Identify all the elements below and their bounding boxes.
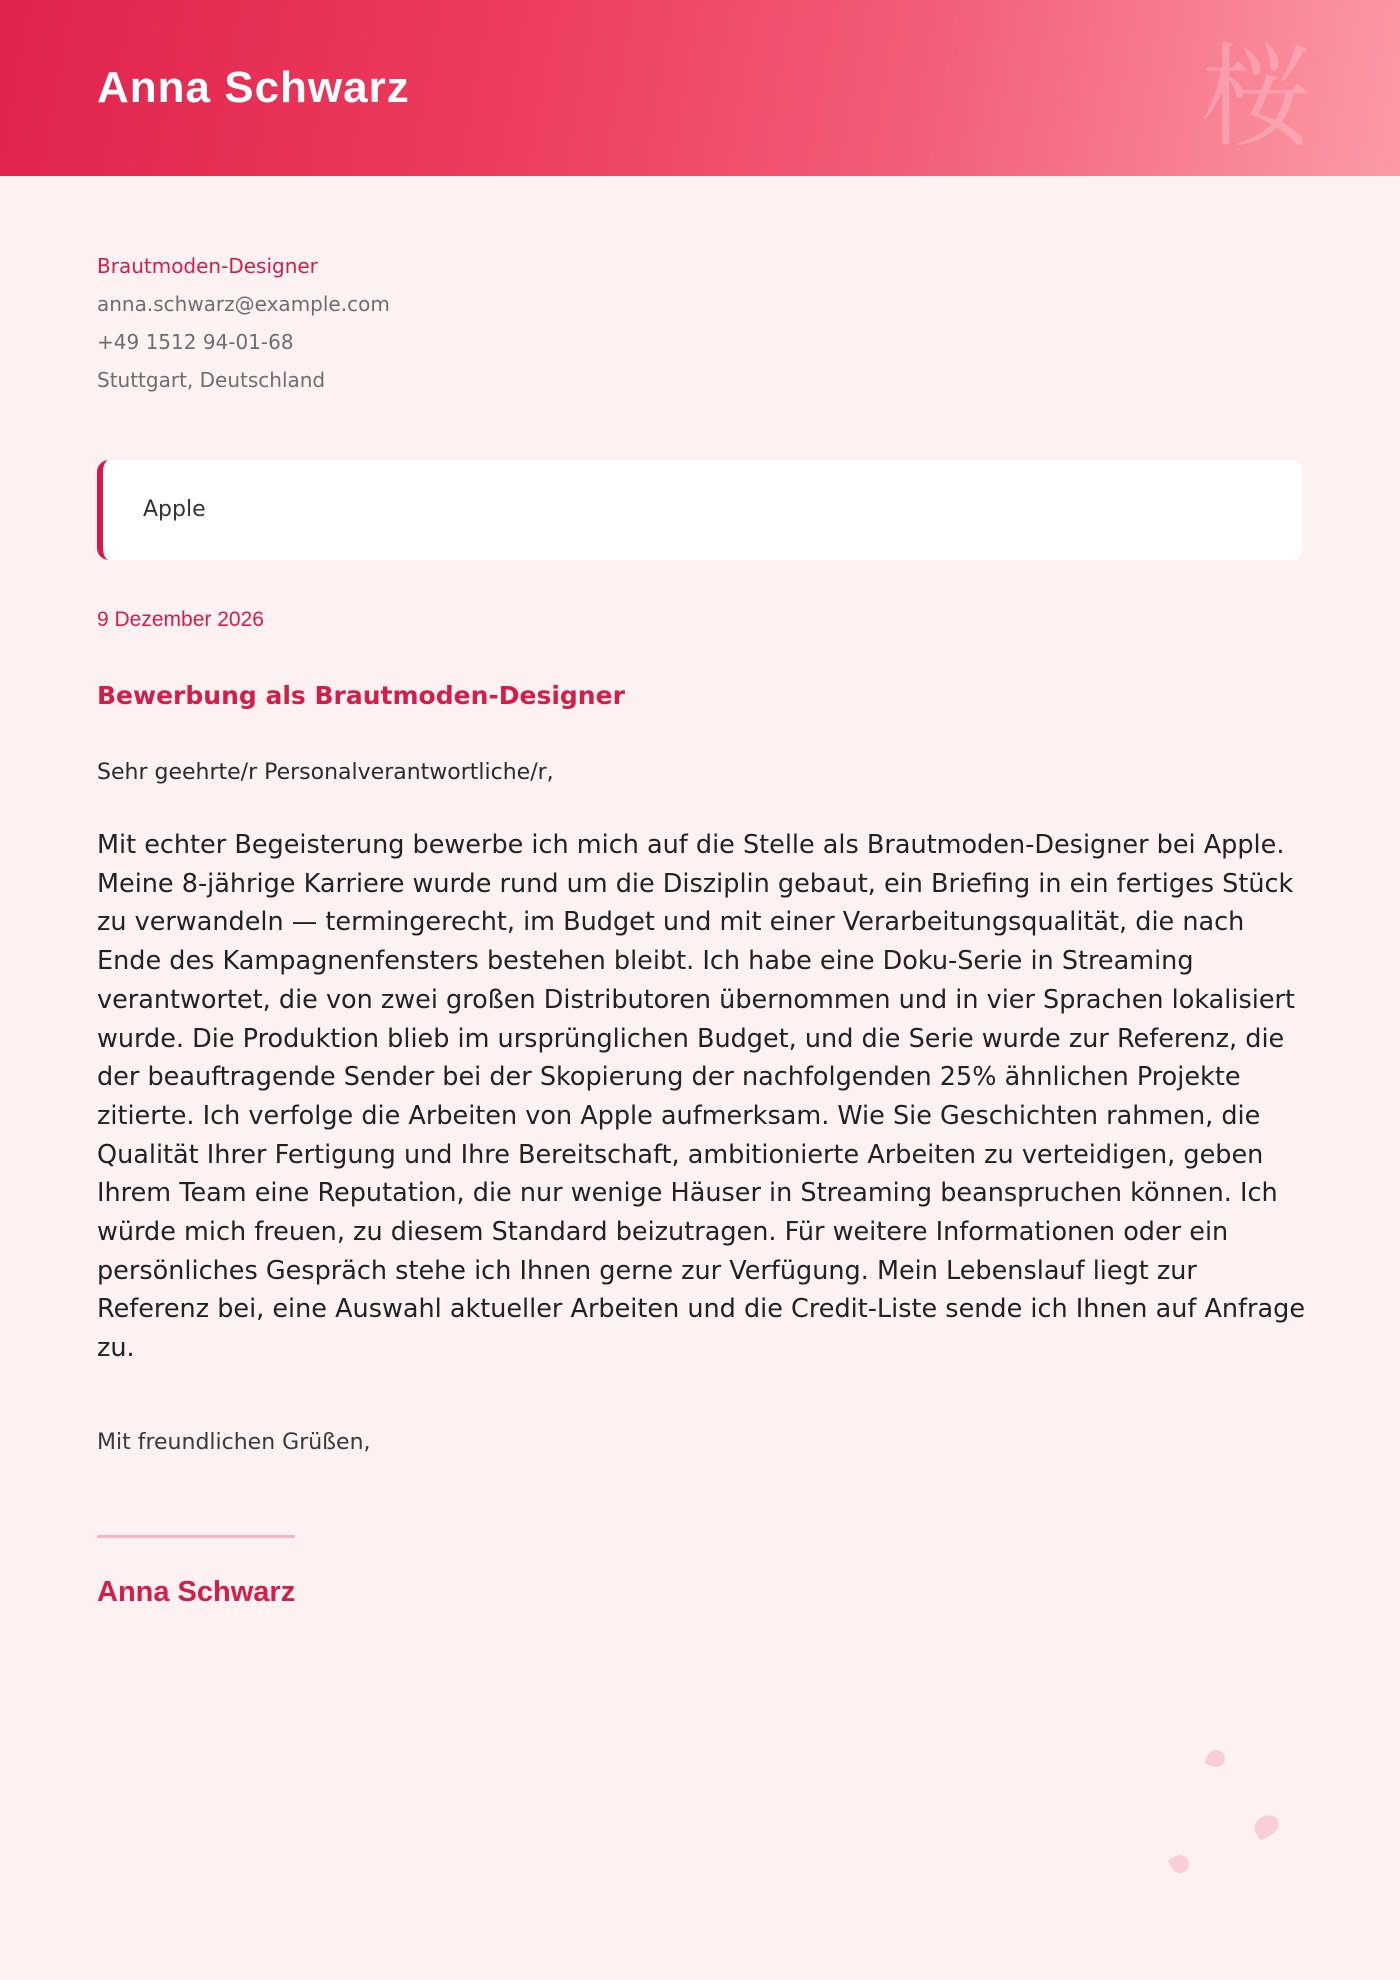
header-name: Anna Schwarz <box>97 63 410 112</box>
signature-line <box>97 1535 295 1538</box>
location-text: Stuttgart, Deutschland <box>97 368 326 392</box>
letter-closing: Mit freundlichen Grüßen, <box>97 1430 371 1455</box>
petal-icon <box>1251 1811 1283 1841</box>
letter-body: Mit echter Begeisterung bewerbe ich mich auf die Stelle als Brautmoden-Designer bei Apple. Meine 8-jährige Karriere wurde rund um die Disziplin gebaut, ein Briefing in ein fertiges Stück zu verwandeln — termingerecht, im Budget und mit einer Verarbeitungsqualität, die nach Ende des Kampagnenfensters bestehen bleibt. Ich habe eine Doku-Serie in Streaming verantwortet, die von zwei großen Distributoren übernommen und in vier Sprachen lokalisiert wurde. Die Produktion blieb im ursprünglichen Budget, und die Serie wurde zur Referenz, die der beauftragende Sender bei der Skopierung der nachfolgenden 25% ähnlichen Projekte zitierte. Ich verfolge die Arbeiten von Apple aufmerksam. Wie Sie Geschichten rahmen, die Qualität Ihrer Fertigung und Ihre Bereitschaft, ambitionierte Arbeiten zu verteidigen, geben Ihrem Team eine Reputation, die nur wenige Häuser in Streaming beanspruchen können. Ich würde mich freuen, zu diesem Standard beizutragen. Für weitere Informationen oder ein persönliches Gespräch stehe ich Ihnen gerne zur Verfügung. Mein Lebenslauf liegt zur Referenz bei, eine Auswahl aktueller Arbeiten und die Credit-Liste sende ich Ihnen auf Anfrage zu. <box>97 830 1306 1364</box>
signature-name: Anna Schwarz <box>97 1576 296 1608</box>
sakura-watermark: 桜 <box>1200 33 1312 163</box>
letter-date: 9 Dezember 2026 <box>97 608 264 631</box>
job-title: Brautmoden-Designer <box>97 254 318 278</box>
petal-icon <box>1205 1747 1228 1769</box>
letter-subject: Bewerbung als Brautmoden-Designer <box>97 681 625 710</box>
email-text: anna.schwarz@example.com <box>97 292 390 316</box>
letter-salutation: Sehr geehrte/r Personalverantwortliche/r, <box>97 760 554 785</box>
contact-block <box>97 250 390 402</box>
header-banner <box>0 0 1400 176</box>
phone-text: +49 1512 94-01-68 <box>97 330 294 354</box>
recipient-company: Apple <box>143 497 206 522</box>
petal-icon <box>1168 1852 1193 1877</box>
recipient-card <box>97 460 1303 560</box>
